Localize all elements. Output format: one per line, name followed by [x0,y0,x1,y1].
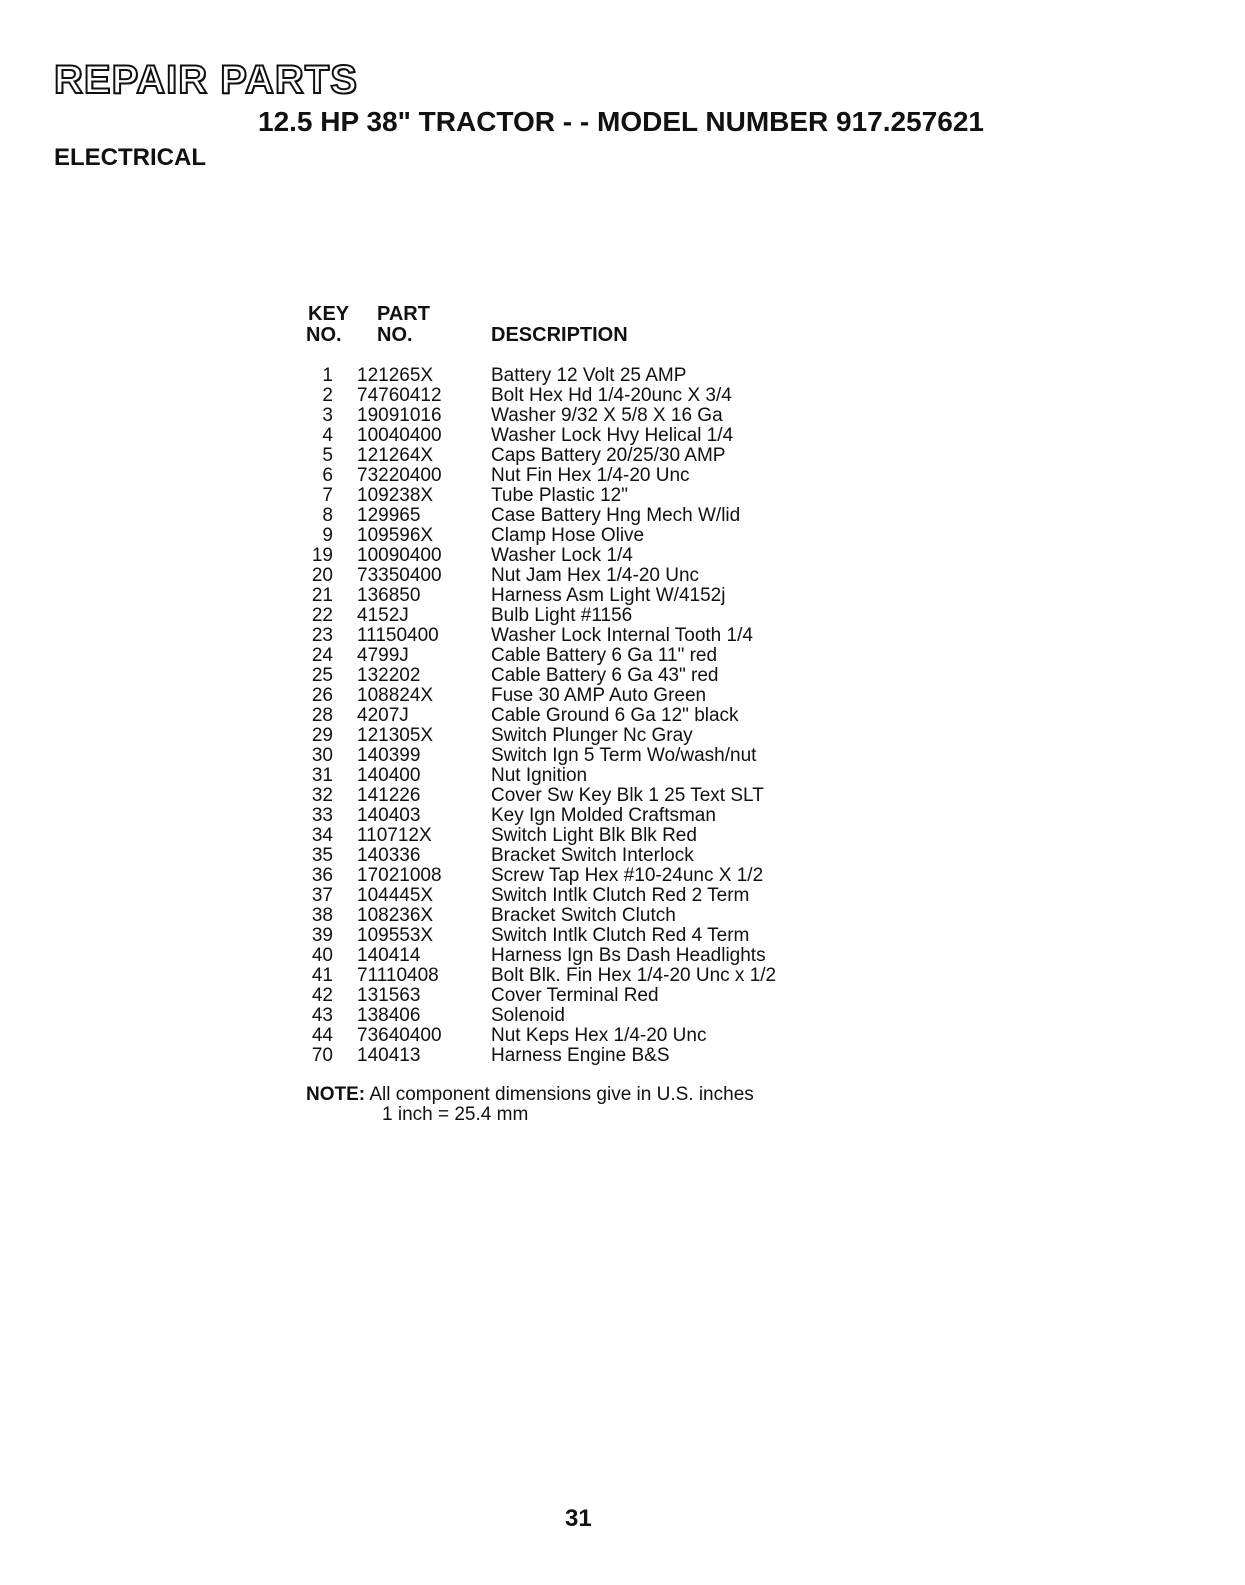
description: Screw Tap Hex #10-24unc X 1/2 [491,865,764,886]
key-no: 25 [311,665,333,686]
key-no: 4 [322,425,333,446]
description: Bolt Blk. Fin Hex 1/4-20 Unc x 1/2 [491,965,777,986]
key-no: 43 [311,1005,333,1026]
description: Switch Intlk Clutch Red 2 Term [491,885,750,906]
description: Battery 12 Volt 25 AMP [491,365,687,386]
description: Washer Lock Internal Tooth 1/4 [491,625,753,646]
description: Fuse 30 AMP Auto Green [491,685,707,706]
part-no: 140403 [357,805,421,826]
description: Washer 9/32 X 5/8 X 16 Ga [491,405,723,426]
table-row [0,686,900,706]
part-no: 10040400 [357,425,442,446]
header-key-line2: NO. [306,324,342,346]
description: Bracket Switch Clutch [491,905,676,926]
part-no: 131563 [357,985,421,1006]
description: Key Ign Molded Craftsman [491,805,716,826]
part-no: 108824X [357,685,434,706]
part-no: 4207J [357,705,409,726]
description: Harness Ign Bs Dash Headlights [491,945,766,966]
table-row [0,666,900,686]
note [306,1085,754,1105]
note-label: NOTE: [306,1084,366,1105]
description: Cover Terminal Red [491,985,659,1006]
table-row [0,586,900,606]
description: Switch Ign 5 Term Wo/wash/nut [491,745,757,766]
table-row [0,446,900,466]
part-no: 4152J [357,605,409,626]
description: Nut Keps Hex 1/4-20 Unc [491,1025,707,1046]
section-heading: ELECTRICAL [54,144,206,171]
key-no: 29 [311,725,333,746]
part-no: 11150400 [357,625,439,646]
description: Switch Light Blk Blk Red [491,825,697,846]
key-no: 37 [311,885,333,906]
table-row [0,386,900,406]
table-row [0,1026,900,1046]
key-no: 5 [322,445,333,466]
part-no: 141226 [357,785,421,806]
key-no: 7 [322,485,333,506]
description: Clamp Hose Olive [491,525,645,546]
table-row [0,706,900,726]
description: Cable Battery 6 Ga 11" red [491,645,718,666]
table-row [0,866,900,886]
part-no: 132202 [357,665,421,686]
part-no: 17021008 [357,865,442,886]
note-text: All component dimensions give in U.S. inches [369,1084,754,1105]
description: Switch Intlk Clutch Red 4 Term [491,925,750,946]
table-row [0,766,900,786]
description: Cable Battery 6 Ga 43" red [491,665,719,686]
part-no: 109238X [357,485,434,506]
key-no: 41 [311,965,333,986]
part-no: 4799J [357,645,409,666]
part-no: 108236X [357,905,434,926]
key-no: 42 [311,985,333,1006]
table-row [0,926,900,946]
description: Solenoid [491,1005,565,1026]
part-no: 140414 [357,945,421,966]
table-row [0,886,900,906]
description: Harness Asm Light W/4152j [491,585,726,606]
table-row [0,826,900,846]
table-row [0,746,900,766]
table-row [0,546,900,566]
note-conversion: 1 inch = 25.4 mm [382,1104,529,1125]
key-no: 38 [311,905,333,926]
key-no: 32 [311,785,333,806]
parts-rows [0,366,900,1066]
part-no: 121264X [357,445,434,466]
header-description: DESCRIPTION [491,324,628,346]
table-row [0,786,900,806]
table-row [0,966,900,986]
description: Bolt Hex Hd 1/4-20unc X 3/4 [491,385,732,406]
key-no: 39 [311,925,333,946]
key-no: 44 [311,1025,333,1046]
part-no: 140413 [357,1045,421,1066]
part-no: 138406 [357,1005,421,1026]
key-no: 31 [311,765,333,786]
part-no: 10090400 [357,545,442,566]
part-no: 73350400 [357,565,442,586]
description: Tube Plastic 12" [491,485,628,506]
key-no: 30 [311,745,333,766]
table-row [0,646,900,666]
part-no: 109553X [357,925,434,946]
description: Cable Ground 6 Ga 12" black [491,705,739,726]
part-no: 73640400 [357,1025,442,1046]
table-row [0,506,900,526]
table-row [0,1046,900,1066]
table-row [0,566,900,586]
description: Bracket Switch Interlock [491,845,694,866]
table-row [0,606,900,626]
key-no: 34 [311,825,333,846]
key-no: 20 [311,565,333,586]
part-no: 140400 [357,765,421,786]
description: Caps Battery 20/25/30 AMP [491,445,726,466]
key-no: 21 [311,585,333,606]
table-row [0,366,900,386]
description: Switch Plunger Nc Gray [491,725,693,746]
page-number: 31 [565,1505,592,1532]
key-no: 33 [311,805,333,826]
description: Case Battery Hng Mech W/lid [491,505,741,526]
key-no: 36 [311,865,333,886]
table-row [0,946,900,966]
table-row [0,626,900,646]
table-row [0,906,900,926]
part-no: 74760412 [357,385,442,406]
header-part-line1: PART [377,303,430,325]
part-no: 140399 [357,745,421,766]
key-no: 23 [311,625,333,646]
description: Nut Fin Hex 1/4-20 Unc [491,465,690,486]
part-no: 19091016 [357,405,442,426]
table-row [0,726,900,746]
model-subtitle: 12.5 HP 38" TRACTOR - - MODEL NUMBER 917.257621 [258,106,984,137]
table-row [0,986,900,1006]
table-row [0,406,900,426]
part-no: 104445X [357,885,434,906]
part-no: 140336 [357,845,421,866]
table-row [0,526,900,546]
key-no: 8 [322,505,333,526]
part-no: 109596X [357,525,434,546]
key-no: 3 [322,405,333,426]
description: Nut Ignition [491,765,588,786]
key-no: 2 [322,385,333,406]
part-no: 73220400 [357,465,442,486]
part-no: 121305X [357,725,434,746]
table-row [0,486,900,506]
key-no: 22 [311,605,333,626]
header-part-line2: NO. [377,324,413,346]
key-no: 70 [311,1045,333,1066]
key-no: 19 [311,545,333,566]
key-no: 6 [322,465,333,486]
part-no: 136850 [357,585,421,606]
header-key-line1: KEY [308,303,350,325]
description: Washer Lock 1/4 [491,545,633,566]
part-no: 110712X [357,825,432,846]
part-no: 121265X [357,365,434,386]
table-row [0,426,900,446]
table-row [0,846,900,866]
key-no: 40 [311,945,333,966]
key-no: 26 [311,685,333,706]
part-no: 71110408 [357,965,439,986]
table-row [0,806,900,826]
key-no: 35 [311,845,333,866]
key-no: 28 [311,705,333,726]
part-no: 129965 [357,505,421,526]
description: Cover Sw Key Blk 1 25 Text SLT [491,785,764,806]
description: Washer Lock Hvy Helical 1/4 [491,425,734,446]
key-no: 9 [322,525,333,546]
key-no: 24 [311,645,333,666]
page-title: REPAIR PARTS [54,58,358,102]
key-no: 1 [322,365,333,386]
description: Bulb Light #1156 [491,605,633,626]
description: Nut Jam Hex 1/4-20 Unc [491,565,700,586]
table-row [0,466,900,486]
description: Harness Engine B&S [491,1045,670,1066]
table-row [0,1006,900,1026]
